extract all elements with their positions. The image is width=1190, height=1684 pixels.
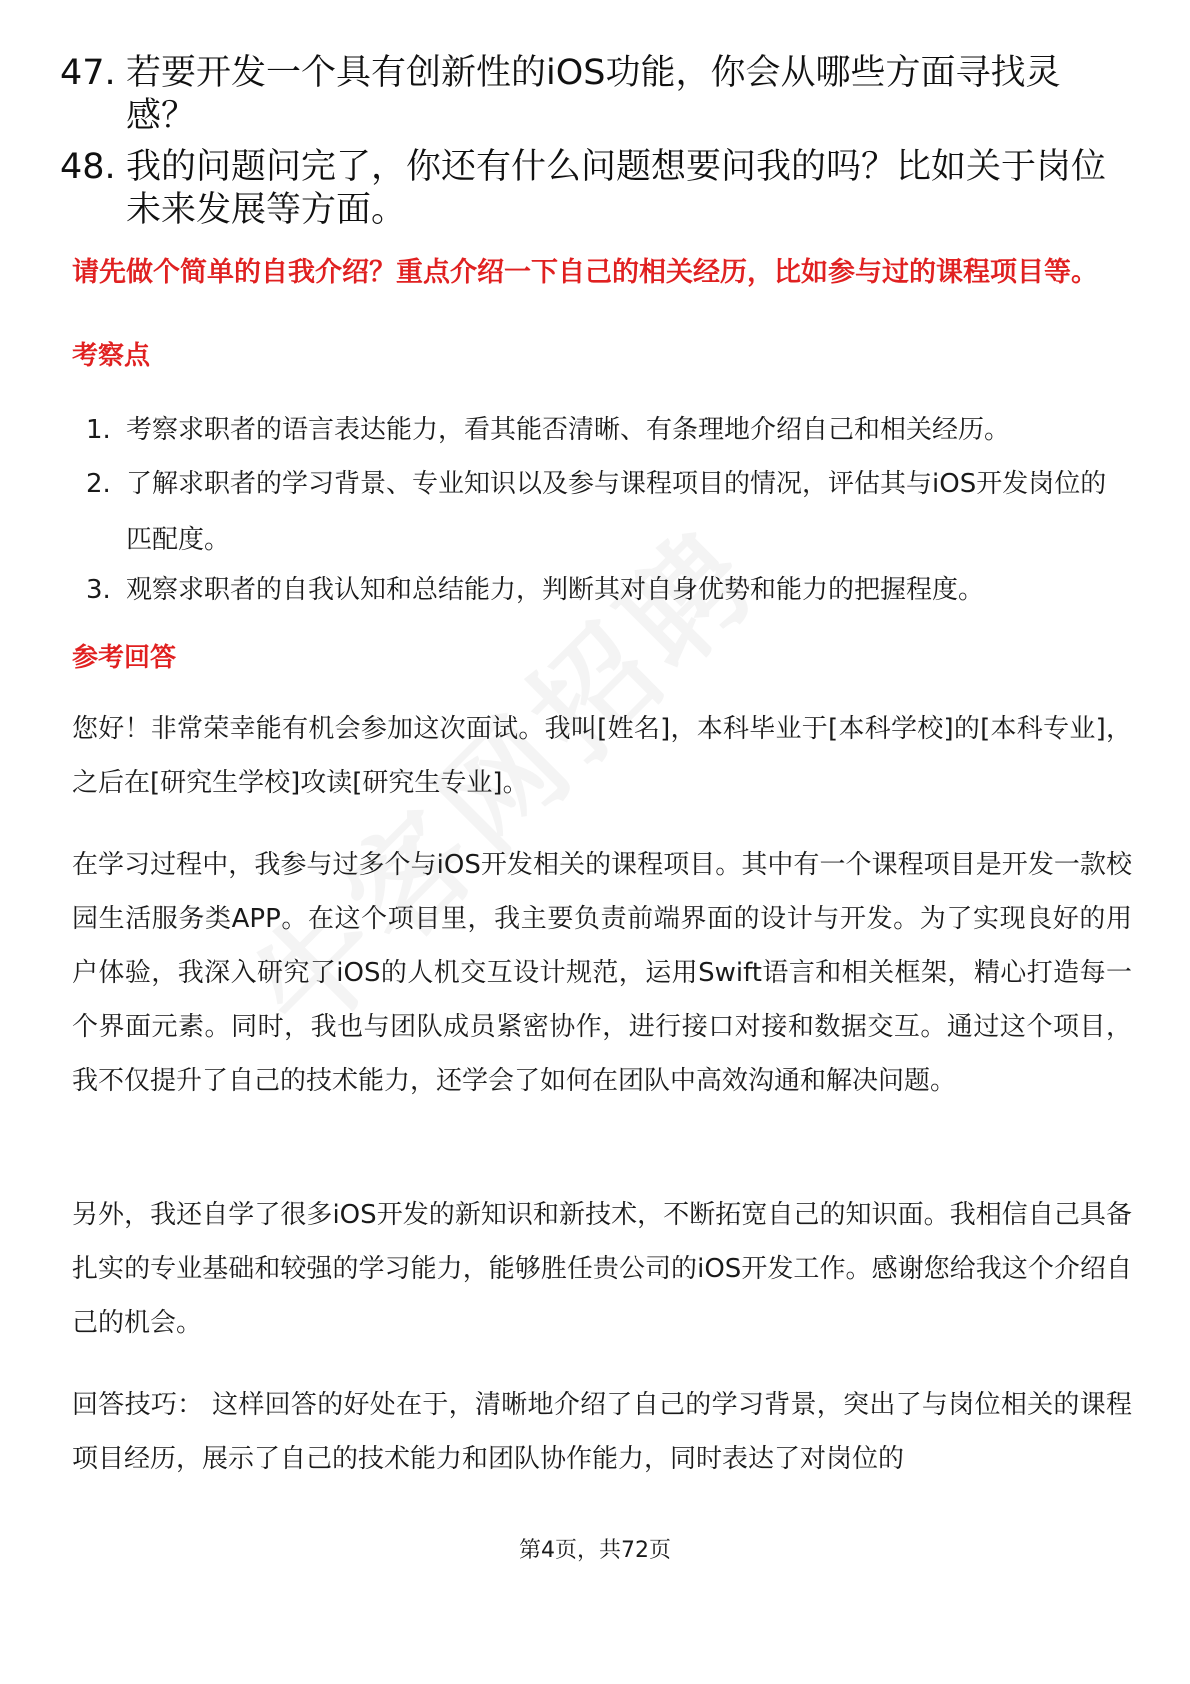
point-number: 3. [86,575,111,605]
question-number: 48. [60,147,116,187]
page-footer: 第4页，共72页 [519,1538,671,1563]
answer-paragraph-3: 另外，我还自学了很多iOS开发的新知识和新技术，不断拓宽自己的知识面。我相信自己具备扎实的专业基础和较强的学习能力，能够胜任贵公司的iOS开发工作。感谢您给我这个介绍自己的机会。 [72,1200,1132,1338]
answer-heading: 参考回答 [72,643,177,673]
question-number: 47. [60,53,116,93]
point-text: 观察求职者的自我认知和总结能力，判断其对自身优势和能力的把握程度。 [126,575,985,605]
focus-point-1 [86,402,1116,458]
focus-point-3 [86,562,1116,618]
point-number: 1. [86,415,111,445]
answer-paragraph-1: 您好！非常荣幸能有机会参加这次面试。我叫[姓名]，本科毕业于[本科学校]的[本科专业]，之后在[研究生学校]攻读[研究生专业]。 [72,714,1132,798]
point-text: 考察求职者的语言表达能力，看其能否清晰、有条理地介绍自己和相关经历。 [126,415,1011,445]
point-text: 了解求职者的学习背景、专业知识以及参与课程项目的情况，评估其与iOS开发岗位的匹配度。 [126,469,1107,555]
focus-heading: 考察点 [72,341,151,371]
point-number: 2. [86,469,111,499]
question-item-48 [60,146,1110,232]
answer-tip-paragraph: 回答技巧： 这样回答的好处在于，清晰地介绍了自己的学习背景，突出了与岗位相关的课程项目经历，展示了自己的技术能力和团队协作能力，同时表达了对岗位的 [72,1390,1132,1474]
answer-paragraph-2: 在学习过程中，我参与过多个与iOS开发相关的课程项目。其中有一个课程项目是开发一款校园生活服务类APP。在这个项目里，我主要负责前端界面的设计与开发。为了实现良好的用户体验，我深入研究了iOS的人机交互设计规范，运用Swift语言和相关框架，精心打造每一个界面元素。同时，我也与团队成员紧密协作，进行接口对接和数据交互。通过这个项目，我不仅提升了自己的技术能力，还学会了如何在团队中高效沟通和解决问题。 [72,850,1132,1096]
question-text: 若要开发一个具有创新性的iOS功能，你会从哪些方面寻找灵感？ [126,53,1061,136]
question-text: 我的问题问完了，你还有什么问题想要问我的吗？比如关于岗位未来发展等方面。 [126,147,1107,230]
question-title: 请先做个简单的自我介绍？重点介绍一下自己的相关经历，比如参与过的课程项目等。 [72,257,1098,288]
focus-point-2 [86,456,1116,568]
question-item-47 [60,52,1110,138]
